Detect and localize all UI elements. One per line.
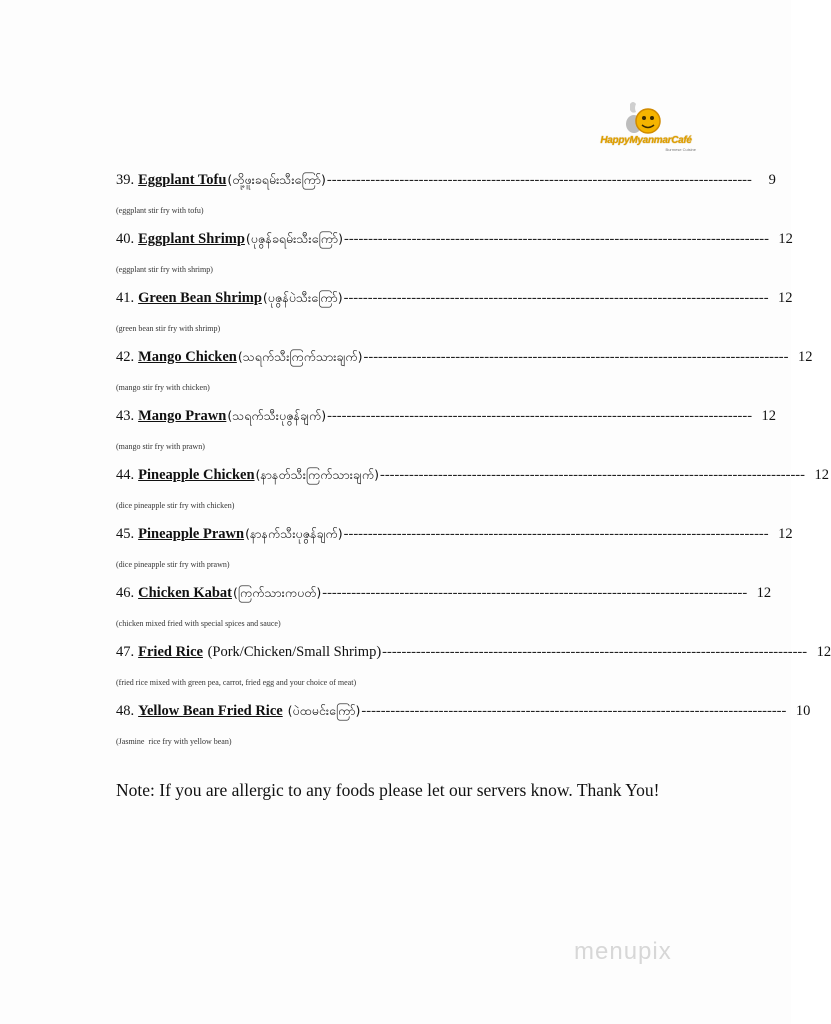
- dot-leader: ----------------------------------------------------------------------------------------: [327, 408, 753, 424]
- item-name: Yellow Bean Fried Rice: [138, 703, 283, 719]
- dot-leader: ----------------------------------------------------------------------------------------: [322, 585, 748, 601]
- dot-leader: ----------------------------------------------------------------------------------------: [343, 290, 769, 306]
- menu-item: [116, 172, 776, 231]
- item-myanmar-name: (တို့ဖူးခရမ်းသီးကြော်): [227, 172, 326, 187]
- dot-leader: ----------------------------------------------------------------------------------------: [380, 467, 805, 483]
- item-name: Mango Chicken: [138, 349, 237, 365]
- item-myanmar-name: (ပုဇွန်ခရမ်းသီးကြော်): [245, 231, 343, 246]
- item-name: Eggplant Tofu: [138, 172, 227, 188]
- menu-item: [116, 349, 813, 408]
- menu-item: [116, 644, 831, 703]
- item-description: (dice pineapple stir fry with chicken): [116, 501, 235, 510]
- item-myanmar-name: (ပုဇွန်ပဲသီးကြော်): [262, 290, 343, 305]
- item-myanmar-name: (သရက်သီးကြက်သားချက်): [237, 349, 363, 364]
- logo-text: HappyMyanmarCafé: [600, 135, 692, 146]
- item-name: Pineapple Prawn: [138, 526, 245, 542]
- item-price: 10: [795, 703, 811, 719]
- item-price: 12: [778, 526, 793, 542]
- item-price: 12: [816, 644, 831, 660]
- menupix-watermark: menupix: [574, 938, 672, 965]
- item-myanmar-name: (နာနတ်သီးကြက်သားချက်): [255, 467, 380, 482]
- logo-subtext: Burmese Cuisine: [665, 147, 696, 152]
- item-price: 12: [814, 467, 829, 483]
- item-price: 12: [797, 349, 813, 365]
- item-number: 43.: [116, 408, 135, 424]
- item-name: Pineapple Chicken: [138, 467, 255, 483]
- menu-item: [116, 526, 793, 585]
- dot-leader: ----------------------------------------------------------------------------------------: [363, 349, 789, 365]
- menu-item: [116, 585, 772, 644]
- item-description: (mango stir fry with chicken): [116, 383, 210, 392]
- item-number: 39.: [116, 172, 135, 188]
- menu-item: [116, 408, 777, 467]
- item-number: 45.: [116, 526, 135, 542]
- allergy-note: Note: If you are allergic to any foods please let our servers know. Thank You!: [116, 780, 660, 800]
- item-myanmar-name: (ပဲထမင်းကြော်): [283, 703, 361, 718]
- dot-leader: ----------------------------------------------------------------------------------------: [382, 644, 808, 660]
- item-description: (dice pineapple stir fry with prawn): [116, 560, 230, 569]
- item-description: (eggplant stir fry with shrimp): [116, 265, 213, 274]
- item-name: Green Bean Shrimp: [138, 290, 262, 306]
- sun-mascot-icon: [624, 100, 664, 138]
- item-name: Chicken Kabat: [138, 585, 232, 601]
- item-number: 47.: [116, 644, 135, 660]
- item-name: Mango Prawn: [138, 408, 227, 424]
- item-price: 12: [761, 408, 777, 424]
- menu-item: [116, 703, 811, 762]
- item-number: 40.: [116, 231, 135, 247]
- item-description: (eggplant stir fry with tofu): [116, 206, 204, 215]
- item-description: (chicken mixed fried with special spices and sauce): [116, 619, 281, 628]
- item-number: 42.: [116, 349, 135, 365]
- dot-leader: ----------------------------------------------------------------------------------------: [343, 231, 769, 247]
- menu-item: [116, 231, 793, 290]
- restaurant-logo: [596, 100, 696, 156]
- item-description: (fried rice mixed with green pea, carrot, fried egg and your choice of meat): [116, 678, 357, 687]
- dot-leader: ----------------------------------------------------------------------------------------: [361, 703, 787, 719]
- item-myanmar-name: (ကြက်သားကပတ်): [233, 585, 322, 600]
- item-description: (green bean stir fry with shrimp): [116, 324, 221, 333]
- item-description: (Jasmine rice fry with yellow bean): [116, 737, 232, 746]
- item-price: 9: [768, 172, 776, 188]
- item-price: 12: [778, 290, 793, 306]
- menu-item: [116, 290, 793, 349]
- item-price: 12: [778, 231, 793, 247]
- item-options: (Pork/Chicken/Small Shrimp): [203, 644, 382, 660]
- item-number: 41.: [116, 290, 135, 306]
- item-number: 44.: [116, 467, 135, 483]
- item-myanmar-name: (နာနက်သီးပုဇွန်ချက်): [245, 526, 343, 541]
- item-number: 46.: [116, 585, 135, 601]
- item-description: (mango stir fry with prawn): [116, 442, 205, 451]
- menu-list: [116, 172, 831, 762]
- dot-leader: ----------------------------------------------------------------------------------------: [326, 172, 752, 188]
- item-name: Fried Rice: [138, 644, 203, 660]
- menu-item: [116, 467, 829, 526]
- dot-leader: ----------------------------------------------------------------------------------------: [343, 526, 769, 542]
- item-name: Eggplant Shrimp: [138, 231, 245, 247]
- item-myanmar-name: (သရက်သီးပုဇွန်ချက်): [227, 408, 327, 423]
- item-number: 48.: [116, 703, 135, 719]
- item-price: 12: [756, 585, 772, 601]
